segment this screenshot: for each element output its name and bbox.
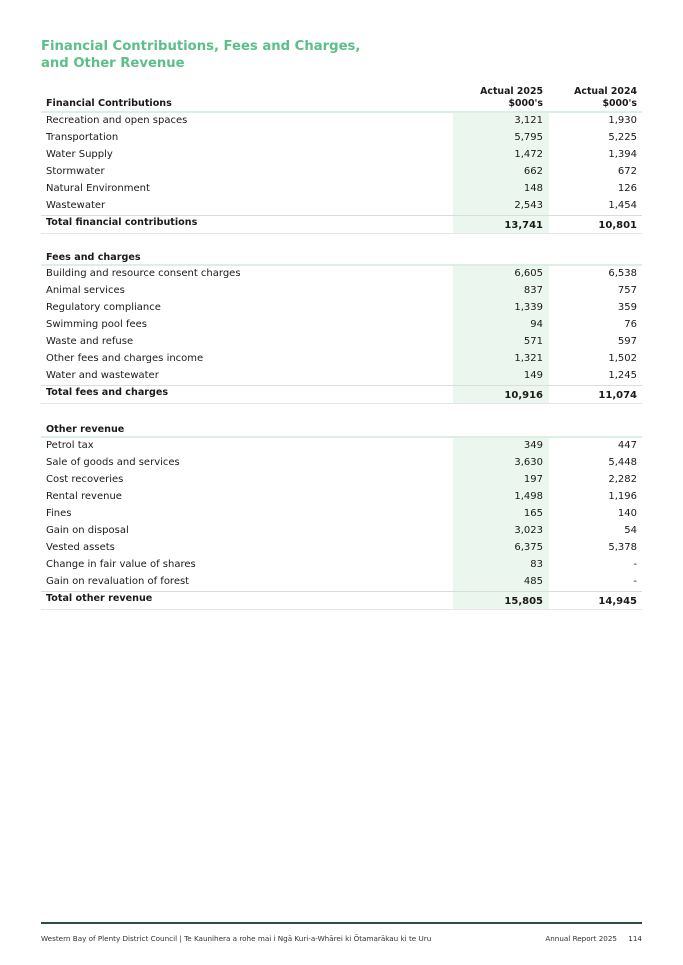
table-row	[41, 113, 642, 130]
table-row	[41, 368, 642, 385]
value-2024: 5,225	[608, 132, 637, 143]
table-row	[41, 455, 642, 472]
value-2024: 1,454	[608, 200, 637, 211]
table-row	[41, 317, 642, 334]
total-2025: 13,741	[504, 220, 543, 231]
table-row	[41, 506, 642, 523]
row-label: Animal services	[46, 285, 125, 296]
value-2024: -	[633, 576, 637, 587]
column-header-2024-line-2: $000's	[602, 97, 637, 109]
row-label: Stormwater	[46, 166, 105, 177]
value-2024: 76	[624, 319, 637, 330]
value-2025: 148	[523, 183, 543, 194]
row-label: Gain on disposal	[46, 525, 129, 536]
value-2024: 1,245	[608, 370, 637, 381]
total-label: Total financial contributions	[46, 217, 198, 228]
column-header-2024	[542, 86, 637, 109]
page-title	[41, 39, 361, 72]
value-2024: 447	[617, 440, 637, 451]
total-row	[41, 385, 642, 404]
value-2025: 662	[523, 166, 543, 177]
page-title-line-1: Financial Contributions, Fees and Charges,	[41, 39, 361, 54]
table-row	[41, 438, 642, 455]
total-row	[41, 591, 642, 610]
page-title-line-2: and Other Revenue	[41, 55, 185, 71]
column-header-2024-line-1: Actual 2024	[574, 86, 637, 97]
row-label: Cost recoveries	[46, 474, 124, 485]
table-row	[41, 283, 642, 300]
value-2025: 837	[523, 285, 543, 296]
value-2024: -	[633, 559, 637, 570]
value-2025: 3,023	[514, 525, 543, 536]
row-label: Transportation	[46, 132, 119, 143]
total-2025: 15,805	[504, 596, 543, 607]
footer-report-title: Annual Report 2025	[545, 934, 617, 943]
value-2025: 3,630	[514, 457, 543, 468]
value-2024: 126	[617, 183, 637, 194]
page-number: 114	[628, 934, 642, 943]
table-row	[41, 574, 642, 591]
table-body	[41, 266, 642, 385]
total-2024: 14,945	[598, 596, 637, 607]
value-2024: 54	[624, 525, 637, 536]
footer-report-info	[545, 934, 642, 943]
table-header	[41, 83, 642, 111]
total-label: Total fees and charges	[46, 387, 169, 398]
table-row	[41, 523, 642, 540]
value-2024: 2,282	[608, 474, 637, 485]
value-2025: 349	[523, 440, 543, 451]
total-row	[41, 215, 642, 234]
value-2025: 94	[530, 319, 543, 330]
value-2025: 1,498	[514, 491, 543, 502]
section-heading: Other revenue	[46, 424, 125, 435]
fees-and-charges-table	[41, 248, 642, 404]
table-row	[41, 540, 642, 557]
value-2025: 6,605	[514, 268, 543, 279]
row-label: Swimming pool fees	[46, 319, 148, 330]
row-label: Regulatory compliance	[46, 302, 161, 313]
row-label: Wastewater	[46, 200, 106, 211]
row-label: Water and wastewater	[46, 370, 159, 381]
value-2025: 83	[530, 559, 543, 570]
total-2024: 10,801	[598, 220, 637, 231]
table-body	[41, 438, 642, 591]
value-2024: 1,502	[608, 353, 637, 364]
column-header-2025-line-2: $000's	[508, 97, 543, 109]
table-row	[41, 351, 642, 368]
row-label: Petrol tax	[46, 440, 94, 451]
table-row	[41, 300, 642, 317]
table-row	[41, 472, 642, 489]
value-2024: 757	[617, 285, 637, 296]
value-2024: 1,196	[608, 491, 637, 502]
value-2025: 1,339	[514, 302, 543, 313]
column-header-2025-line-1: Actual 2025	[480, 86, 543, 97]
row-label: Sale of goods and services	[46, 457, 180, 468]
section-heading: Financial Contributions	[46, 98, 172, 109]
row-label: Gain on revaluation of forest	[46, 576, 190, 587]
row-label: Building and resource consent charges	[46, 268, 241, 279]
total-label: Total other revenue	[46, 593, 153, 604]
row-label: Change in fair value of shares	[46, 559, 196, 570]
table-header	[41, 420, 642, 436]
value-2025: 3,121	[514, 115, 543, 126]
table-header	[41, 248, 642, 264]
value-2025: 6,375	[514, 542, 543, 553]
value-2024: 1,930	[608, 115, 637, 126]
row-label: Recreation and open spaces	[46, 115, 188, 126]
row-label: Fines	[46, 508, 72, 519]
value-2024: 6,538	[608, 268, 637, 279]
row-label: Other fees and charges income	[46, 353, 204, 364]
table-row	[41, 181, 642, 198]
value-2025: 485	[523, 576, 543, 587]
value-2024: 672	[617, 166, 637, 177]
value-2025: 197	[523, 474, 543, 485]
value-2025: 2,543	[514, 200, 543, 211]
row-label: Waste and refuse	[46, 336, 134, 347]
value-2025: 5,795	[514, 132, 543, 143]
value-2024: 597	[617, 336, 637, 347]
table-body	[41, 113, 642, 215]
value-2024: 140	[617, 508, 637, 519]
table-row	[41, 198, 642, 215]
table-row	[41, 489, 642, 506]
row-label: Water Supply	[46, 149, 113, 160]
total-2025: 10,916	[504, 390, 543, 401]
value-2025: 165	[523, 508, 543, 519]
table-row	[41, 164, 642, 181]
column-header-2025	[448, 86, 543, 109]
section-heading: Fees and charges	[46, 252, 141, 263]
row-label: Natural Environment	[46, 183, 150, 194]
footer-divider	[41, 922, 642, 924]
financial-contributions-table	[41, 83, 642, 234]
value-2025: 149	[523, 370, 543, 381]
row-label: Vested assets	[46, 542, 115, 553]
value-2025: 571	[523, 336, 543, 347]
value-2024: 1,394	[608, 149, 637, 160]
table-row	[41, 266, 642, 283]
value-2024: 5,448	[608, 457, 637, 468]
other-revenue-table	[41, 420, 642, 610]
value-2024: 359	[617, 302, 637, 313]
value-2025: 1,472	[514, 149, 543, 160]
table-row	[41, 334, 642, 351]
table-row	[41, 147, 642, 164]
table-row	[41, 557, 642, 574]
table-row	[41, 130, 642, 147]
value-2024: 5,378	[608, 542, 637, 553]
value-2025: 1,321	[514, 353, 543, 364]
total-2024: 11,074	[598, 390, 637, 401]
footer-organisation: Western Bay of Plenty District Council | Te Kaunihera a rohe mai i Ngā Kuri-a-Whārei ki Ōtamarākau ki te Uru	[41, 934, 432, 943]
row-label: Rental revenue	[46, 491, 122, 502]
